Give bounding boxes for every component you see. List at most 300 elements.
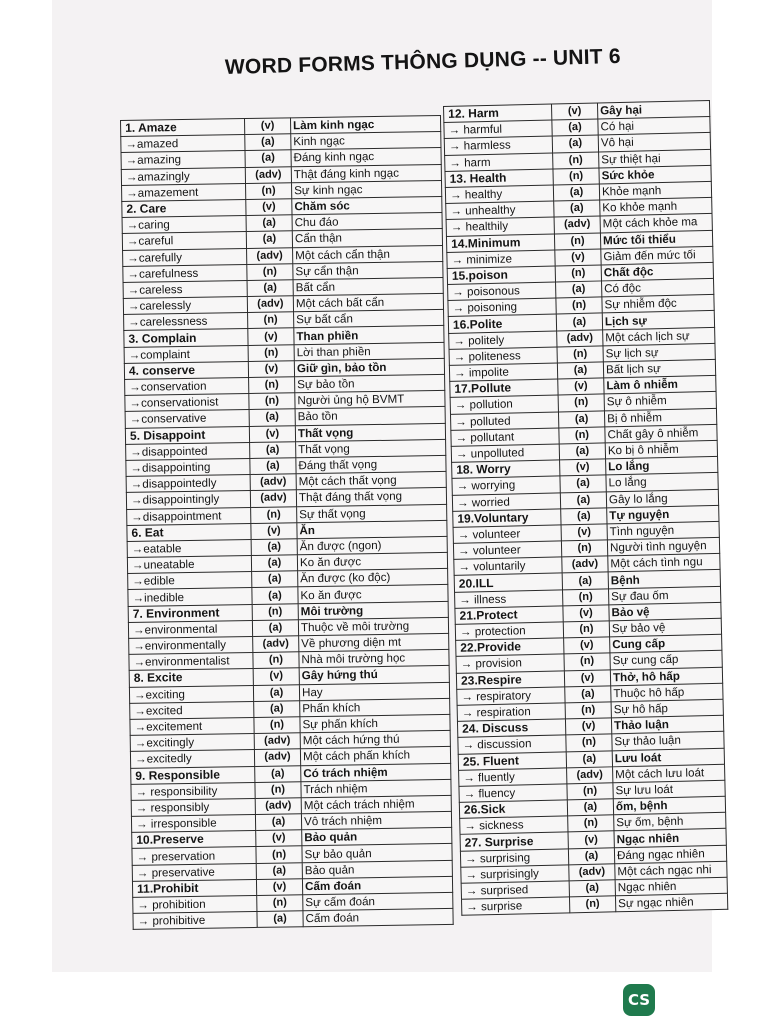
meaning-cell: Lịch sự (602, 311, 714, 330)
word-cell: →excitingly (130, 734, 254, 752)
meaning-cell: Có hại (598, 117, 710, 136)
part-of-speech-cell: (v) (244, 118, 290, 135)
part-of-speech-cell: (a) (255, 765, 301, 782)
word-cell: →excited (130, 701, 254, 719)
meaning-cell: Bảo vệ (609, 602, 721, 621)
word-cell: → prohibition (133, 895, 257, 913)
word-cell: →carelessness (124, 313, 248, 331)
word-cell: → surprisingly (461, 865, 569, 884)
meaning-cell: Người ủng hộ BVMT (295, 391, 445, 410)
part-of-speech-cell: (n) (251, 506, 297, 523)
meaning-cell: Cẩn thận (292, 229, 442, 248)
part-of-speech-cell: (v) (256, 879, 302, 896)
meaning-cell: Sự nhiễm độc (602, 295, 714, 314)
meaning-cell: Một cách trách nhiệm (301, 795, 451, 814)
meaning-cell: Thuộc hô hấp (611, 683, 723, 702)
meaning-cell: Chất gây ô nhiễm (605, 424, 717, 443)
word-cell: → irresponsible (131, 815, 255, 833)
meaning-cell: Một cách tình ngu (608, 554, 720, 573)
word-cell: → unhealthy (446, 201, 554, 220)
part-of-speech-cell: (a) (568, 847, 614, 864)
meaning-cell: Bị ô nhiễm (604, 408, 716, 427)
word-cell: →careless (123, 280, 247, 298)
meaning-cell: Một cách ngạc nhi (615, 861, 727, 880)
meaning-cell: Bảo quản (302, 828, 452, 847)
part-of-speech-cell: (v) (248, 328, 294, 345)
word-cell: →inedible (128, 588, 252, 606)
meaning-cell: Sự cấm đoán (303, 892, 453, 911)
meaning-cell: Chu đáo (292, 213, 442, 232)
part-of-speech-cell: (n) (249, 393, 295, 410)
meaning-cell: Một cách thất vọng (296, 472, 446, 491)
word-cell: → pollution (450, 395, 558, 414)
word-cell: 26.Sick (459, 800, 567, 819)
part-of-speech-cell: (v) (246, 199, 292, 216)
part-of-speech-cell: (n) (247, 263, 293, 280)
word-cell: → responsibly (131, 798, 255, 816)
meaning-cell: Môi trường (298, 601, 448, 620)
part-of-speech-cell: (n) (559, 427, 605, 444)
part-of-speech-cell: (n) (569, 896, 615, 913)
meaning-cell: Cấm đoán (303, 909, 453, 928)
meaning-cell: Gây lo lắng (606, 489, 718, 508)
meaning-cell: Sự cẩn thận (293, 261, 443, 280)
part-of-speech-cell: (n) (563, 588, 609, 605)
word-cell: 16.Polite (448, 314, 556, 333)
word-cell: →eatable (127, 539, 251, 557)
word-cell: → harmful (444, 120, 552, 139)
part-of-speech-cell: (n) (554, 232, 600, 249)
part-of-speech-cell: (adv) (250, 490, 296, 507)
word-cell: → voluntarily (454, 557, 562, 576)
meaning-cell: Lo lắng (606, 473, 718, 492)
meaning-cell: Lo lắng (606, 456, 718, 475)
part-of-speech-cell: (n) (557, 346, 603, 363)
word-cell: → surprise (462, 897, 570, 916)
meaning-cell: Giảm đến mức tối (601, 246, 713, 265)
part-of-speech-cell: (a) (247, 280, 293, 297)
meaning-cell: Sự thảo luận (612, 732, 724, 751)
meaning-cell: Ăn (297, 520, 447, 539)
part-of-speech-cell: (n) (555, 265, 601, 282)
word-cell: → discussion (458, 735, 566, 754)
part-of-speech-cell: (adv) (562, 556, 608, 573)
meaning-cell: Kinh ngạc (291, 132, 441, 151)
part-of-speech-cell: (adv) (255, 798, 301, 815)
meaning-cell: Một cách phấn khích (300, 747, 450, 766)
part-of-speech-cell: (v) (564, 637, 610, 654)
meaning-cell: Ăn được (ko độc) (298, 569, 448, 588)
part-of-speech-cell: (n) (248, 344, 294, 361)
word-cell: 20.ILL (454, 573, 562, 592)
part-of-speech-cell: (a) (556, 313, 602, 330)
part-of-speech-cell: (a) (250, 458, 296, 475)
word-cell: → poisoning (448, 298, 556, 317)
meaning-cell: Đáng ngạc nhiên (614, 845, 726, 864)
meaning-cell: Sự bảo quản (302, 844, 452, 863)
word-cell: → pollutant (451, 428, 559, 447)
part-of-speech-cell: (n) (558, 394, 604, 411)
word-cell: →conservationist (125, 394, 249, 412)
meaning-cell: Chất độc (601, 262, 713, 281)
meaning-cell: Sự hô hấp (611, 699, 723, 718)
part-of-speech-cell: (v) (565, 718, 611, 735)
word-cell: →environmentally (129, 636, 253, 654)
page-title: WORD FORMS THÔNG DỤNG -- UNIT 6 (224, 44, 621, 79)
part-of-speech-cell: (v) (249, 425, 295, 442)
meaning-cell: Bảo quản (302, 860, 452, 879)
word-cell: 27. Surprise (460, 832, 568, 851)
part-of-speech-cell: (v) (555, 249, 601, 266)
word-cell: →disappointing (126, 458, 250, 476)
meaning-cell: Thật đáng thất vọng (296, 488, 446, 507)
meaning-cell: Sự bất cẩn (294, 310, 444, 329)
word-cell: 17.Pollute (450, 379, 558, 398)
word-cell: 15.poison (447, 266, 555, 285)
word-cell: 21.Protect (455, 606, 563, 625)
word-cell: →excitement (130, 717, 254, 735)
word-cell: →amazingly (121, 167, 245, 185)
meaning-cell: Về phương diện mt (299, 633, 449, 652)
word-cell: →caring (122, 216, 246, 234)
part-of-speech-cell: (a) (565, 686, 611, 703)
part-of-speech-cell: (a) (254, 700, 300, 717)
word-cell: 12. Harm (444, 104, 552, 123)
meaning-cell: Có độc (602, 278, 714, 297)
meaning-cell: Sự thiệt hại (599, 149, 711, 168)
meaning-cell: ốm, bệnh (613, 796, 725, 815)
part-of-speech-cell: (a) (554, 200, 600, 217)
meaning-cell: Sự cung cấp (610, 651, 722, 670)
word-cell: → illness (455, 590, 563, 609)
meaning-cell: Sự ốm, bệnh (614, 813, 726, 832)
part-of-speech-cell: (adv) (254, 733, 300, 750)
part-of-speech-cell: (n) (257, 895, 303, 912)
right-word-table (443, 100, 728, 916)
part-of-speech-cell: (v) (251, 522, 297, 539)
word-cell: → healthy (445, 185, 553, 204)
meaning-cell: Mức tối thiểu (600, 230, 712, 249)
part-of-speech-cell: (adv) (247, 247, 293, 264)
meaning-cell: Sự phấn khích (300, 714, 450, 733)
meaning-cell: Một cách khỏe ma (600, 214, 712, 233)
meaning-cell: Thở, hô hấp (610, 667, 722, 686)
meaning-cell: Một cách bất cẩn (293, 294, 443, 313)
part-of-speech-cell: (adv) (567, 767, 613, 784)
meaning-cell: Nhà môi trường học (299, 650, 449, 669)
word-cell: → prohibitive (133, 912, 257, 930)
part-of-speech-cell: (n) (249, 377, 295, 394)
part-of-speech-cell: (n) (553, 168, 599, 185)
meaning-cell: Sự ô nhiễm (604, 392, 716, 411)
part-of-speech-cell: (a) (250, 442, 296, 459)
word-cell: → surprising (460, 848, 568, 867)
part-of-speech-cell: (adv) (247, 296, 293, 313)
word-cell: → poisonous (448, 282, 556, 301)
part-of-speech-cell: (a) (246, 231, 292, 248)
meaning-cell: Một cách hứng thú (300, 731, 450, 750)
word-cell: → minimize (447, 250, 555, 269)
word-cell: → respiration (457, 703, 565, 722)
part-of-speech-cell: (a) (245, 150, 291, 167)
word-cell: 7. Environment (128, 604, 252, 622)
meaning-cell: Sự bảo tồn (295, 374, 445, 393)
part-of-speech-cell: (v) (253, 668, 299, 685)
word-cell: →amazed (121, 135, 245, 153)
part-of-speech-cell: (v) (256, 830, 302, 847)
meaning-cell: Ngạc nhiên (615, 877, 727, 896)
word-cell: →environmental (128, 620, 252, 638)
word-cell: 3. Complain (124, 329, 248, 347)
word-cell: 9. Responsible (131, 766, 255, 784)
word-cell: → preservative (132, 863, 256, 881)
meaning-cell: Thất vọng (296, 439, 446, 458)
part-of-speech-cell: (v) (560, 459, 606, 476)
meaning-cell: Khỏe mạnh (599, 181, 711, 200)
word-cell: → politely (449, 331, 557, 350)
word-cell: → volunteer (453, 525, 561, 544)
camscanner-logo: CS (623, 984, 655, 1016)
part-of-speech-cell: (a) (566, 750, 612, 767)
part-of-speech-cell: (a) (251, 555, 297, 572)
meaning-cell: Ko ăn được (297, 552, 447, 571)
part-of-speech-cell: (a) (552, 119, 598, 136)
part-of-speech-cell: (v) (248, 361, 294, 378)
meaning-cell: Vô trách nhiệm (301, 811, 451, 830)
meaning-cell: Người tình nguyện (607, 537, 719, 556)
word-cell: →complaint (124, 345, 248, 363)
part-of-speech-cell: (a) (560, 491, 606, 508)
word-cell: → preservation (132, 847, 256, 865)
meaning-cell: Ko bị ô nhiễm (605, 440, 717, 459)
meaning-cell: Làm ô nhiễm (604, 376, 716, 395)
word-cell: →exciting (129, 685, 253, 703)
meaning-cell: Hay (299, 682, 449, 701)
word-cell: 19.Voluntary (453, 509, 561, 528)
part-of-speech-cell: (n) (565, 702, 611, 719)
part-of-speech-cell: (a) (256, 862, 302, 879)
word-cell: 1. Amaze (121, 119, 245, 137)
word-cell: 5. Disappoint (125, 426, 249, 444)
word-cell: 24. Discuss (457, 719, 565, 738)
word-cell: → fluency (459, 784, 567, 803)
meaning-cell: Cung cấp (610, 635, 722, 654)
word-cell: 22.Provide (456, 638, 564, 657)
meaning-cell: Phấn khích (300, 698, 450, 717)
word-cell: 13. Health (445, 169, 553, 188)
word-cell: →disappointedly (126, 475, 250, 493)
part-of-speech-cell: (n) (563, 621, 609, 638)
part-of-speech-cell: (n) (567, 783, 613, 800)
word-cell: →conservation (125, 378, 249, 396)
word-cell: →conservative (125, 410, 249, 428)
meaning-cell: Sự bảo vệ (609, 618, 721, 637)
part-of-speech-cell: (a) (255, 814, 301, 831)
part-of-speech-cell: (a) (553, 184, 599, 201)
meaning-cell: Sự thất vọng (297, 504, 447, 523)
part-of-speech-cell: (adv) (557, 330, 603, 347)
part-of-speech-cell: (a) (253, 684, 299, 701)
word-cell: →amazing (121, 151, 245, 169)
word-cell: → volunteer (453, 541, 561, 560)
word-cell: → worrying (452, 476, 560, 495)
meaning-cell: Giữ gìn, bảo tồn (294, 358, 444, 377)
part-of-speech-cell: (a) (556, 281, 602, 298)
meaning-cell: Vô hại (598, 133, 710, 152)
part-of-speech-cell: (a) (559, 443, 605, 460)
meaning-cell: Đáng kinh ngạc (291, 148, 441, 167)
meaning-cell: Lời than phiền (294, 342, 444, 361)
meaning-cell: Sự kinh ngạc (292, 180, 442, 199)
word-cell: →edible (128, 572, 252, 590)
part-of-speech-cell: (adv) (569, 864, 615, 881)
word-cell: →disappointingly (126, 491, 250, 509)
part-of-speech-cell: (a) (562, 572, 608, 589)
part-of-speech-cell: (v) (561, 524, 607, 541)
part-of-speech-cell: (adv) (250, 474, 296, 491)
part-of-speech-cell: (a) (557, 362, 603, 379)
word-cell: → respiratory (457, 687, 565, 706)
meaning-cell: Gây hứng thú (299, 666, 449, 685)
word-cell: → sickness (460, 816, 568, 835)
part-of-speech-cell: (v) (564, 669, 610, 686)
word-cell: → polluted (450, 412, 558, 431)
meaning-cell: Sức khỏe (599, 165, 711, 184)
meaning-cell: Bệnh (608, 570, 720, 589)
word-cell: → unpolluted (451, 444, 559, 463)
meaning-cell: Thuộc về môi trường (298, 617, 448, 636)
part-of-speech-cell: (n) (564, 653, 610, 670)
part-of-speech-cell: (n) (252, 603, 298, 620)
part-of-speech-cell: (a) (252, 620, 298, 637)
word-cell: 2. Care (122, 199, 246, 217)
meaning-cell: Một cách cẩn thận (293, 245, 443, 264)
word-cell: →environmentalist (129, 653, 253, 671)
meaning-cell: Ngạc nhiên (614, 829, 726, 848)
meaning-cell: Chăm sóc (292, 196, 442, 215)
part-of-speech-cell: (a) (552, 135, 598, 152)
part-of-speech-cell: (n) (248, 312, 294, 329)
part-of-speech-cell: (a) (567, 799, 613, 816)
part-of-speech-cell: (a) (257, 911, 303, 928)
meaning-cell: Sự ngạc nhiên (615, 893, 727, 912)
meaning-cell: Thảo luận (611, 715, 723, 734)
word-cell: →disappointed (126, 442, 250, 460)
part-of-speech-cell: (a) (246, 215, 292, 232)
meaning-cell: Tình nguyện (607, 521, 719, 540)
part-of-speech-cell: (n) (566, 734, 612, 751)
word-cell: 11.Prohibit (132, 879, 256, 897)
meaning-cell: Ko ăn được (298, 585, 448, 604)
word-cell: → harmless (444, 136, 552, 155)
word-cell: →carefully (123, 248, 247, 266)
meaning-cell: Làm kinh ngạc (290, 115, 440, 134)
meaning-cell: Sự đau ốm (608, 586, 720, 605)
word-cell: 4. conserve (124, 361, 248, 379)
word-cell: → worried (452, 492, 560, 511)
part-of-speech-cell: (n) (561, 540, 607, 557)
part-of-speech-cell: (a) (249, 409, 295, 426)
meaning-cell: Sự lưu loát (613, 780, 725, 799)
word-cell: →amazement (122, 183, 246, 201)
meaning-cell: Ko khỏe mạnh (600, 198, 712, 217)
meaning-cell: Sự lịch sự (603, 343, 715, 362)
part-of-speech-cell: (adv) (245, 166, 291, 183)
word-cell: 6. Eat (127, 523, 251, 541)
part-of-speech-cell: (a) (251, 539, 297, 556)
word-cell: → responsibility (131, 782, 255, 800)
word-cell: → provision (456, 654, 564, 673)
word-cell: → surprised (461, 881, 569, 900)
word-cell: → fluently (459, 768, 567, 787)
word-cell: → protection (455, 622, 563, 641)
word-cell: → impolite (449, 363, 557, 382)
meaning-cell: Cấm đoán (302, 876, 452, 895)
part-of-speech-cell: (a) (560, 475, 606, 492)
part-of-speech-cell: (adv) (254, 749, 300, 766)
meaning-cell: Trách nhiệm (301, 779, 451, 798)
meaning-cell: Bảo tồn (295, 407, 445, 426)
meaning-cell: Thất vọng (295, 423, 445, 442)
part-of-speech-cell: (adv) (253, 636, 299, 653)
word-cell: →excitedly (130, 750, 254, 768)
word-cell: →carelessly (123, 297, 247, 315)
left-word-table (120, 115, 454, 930)
meaning-cell: Một cách lịch sự (603, 327, 715, 346)
word-cell: →disappointment (127, 507, 251, 525)
meaning-cell: Đáng thất vọng (296, 455, 446, 474)
word-cell: 8. Excite (129, 669, 253, 687)
word-cell: 23.Respire (456, 670, 564, 689)
meaning-cell: Ăn được (ngon) (297, 536, 447, 555)
meaning-cell: Bất cẩn (293, 277, 443, 296)
part-of-speech-cell: (v) (568, 831, 614, 848)
meaning-cell: Gây hại (597, 100, 709, 119)
part-of-speech-cell: (n) (255, 781, 301, 798)
word-cell: → healthily (446, 217, 554, 236)
part-of-speech-cell: (a) (252, 587, 298, 604)
word-cell: 25. Fluent (458, 751, 566, 770)
word-cell: →uneatable (127, 556, 251, 574)
word-cell: → politeness (449, 347, 557, 366)
word-cell: 14.Minimum (446, 234, 554, 253)
meaning-cell: Bất lịch sự (603, 359, 715, 378)
meaning-cell: Tự nguyện (607, 505, 719, 524)
word-cell: →careful (122, 232, 246, 250)
word-cell: 18. Worry (452, 460, 560, 479)
part-of-speech-cell: (adv) (554, 216, 600, 233)
part-of-speech-cell: (a) (245, 134, 291, 151)
part-of-speech-cell: (n) (254, 717, 300, 734)
part-of-speech-cell: (a) (569, 880, 615, 897)
word-cell: 10.Preserve (132, 831, 256, 849)
part-of-speech-cell: (n) (246, 183, 292, 200)
part-of-speech-cell: (n) (556, 297, 602, 314)
meaning-cell: Thật đáng kinh ngạc (291, 164, 441, 183)
part-of-speech-cell: (n) (253, 652, 299, 669)
part-of-speech-cell: (v) (551, 103, 597, 120)
part-of-speech-cell: (n) (553, 152, 599, 169)
meaning-cell: Than phiền (294, 326, 444, 345)
word-cell: →carefulness (123, 264, 247, 282)
part-of-speech-cell: (n) (256, 846, 302, 863)
part-of-speech-cell: (a) (558, 410, 604, 427)
meaning-cell: Có trách nhiệm (301, 763, 451, 782)
part-of-speech-cell: (a) (252, 571, 298, 588)
part-of-speech-cell: (n) (568, 815, 614, 832)
meaning-cell: Lưu loát (612, 748, 724, 767)
part-of-speech-cell: (v) (558, 378, 604, 395)
